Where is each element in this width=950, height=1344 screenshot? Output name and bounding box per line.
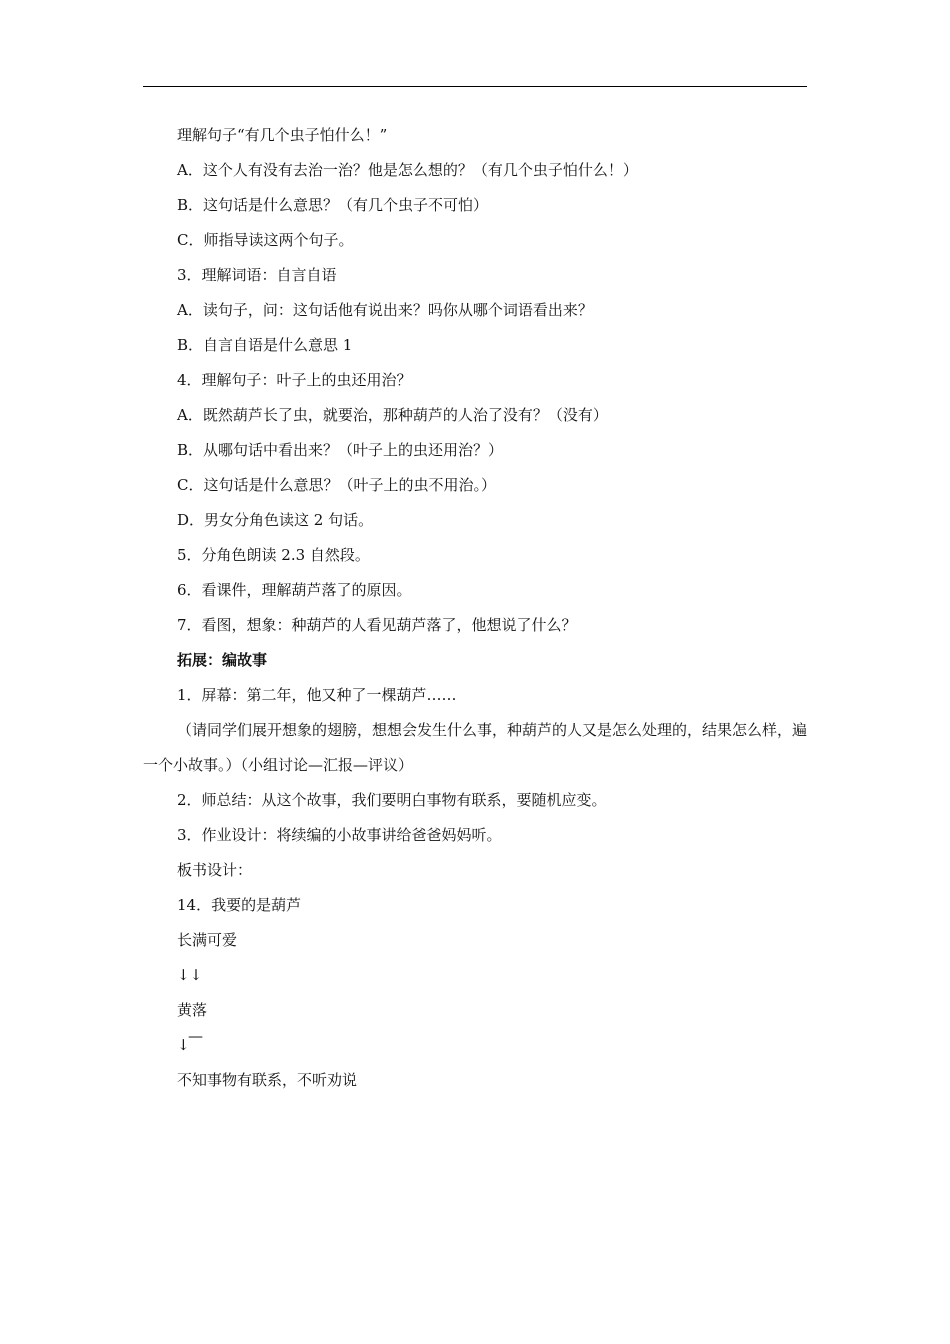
text-line: 黄落	[177, 1001, 208, 1019]
text-line: 6．看课件，理解葫芦落了的原因。	[177, 581, 412, 599]
text-paragraph: （请同学们展开想象的翅膀，想想会发生什么事，种葫芦的人又是怎么处理的，结果怎么样，遍一个小故事。）（小组讨论—汇报—评议）	[143, 721, 808, 774]
text-line: 2．师总结：从这个故事，我们要明白事物有联系，要随机应变。	[177, 791, 607, 809]
dash-mark: —	[188, 1027, 203, 1045]
arrow-line: ↓↓	[177, 966, 203, 984]
text-line: 7．看图，想象：种葫芦的人看见葫芦落了，他想说了什么？	[177, 616, 577, 634]
text-line: 14．我要的是葫芦	[177, 896, 302, 914]
text-line: C．这句话是什么意思？（叶子上的虫不用治。）	[177, 476, 496, 494]
text-line: A．这个人有没有去治一治？他是怎么想的？（有几个虫子怕什么！）	[177, 161, 638, 179]
text-line: 3．作业设计：将续编的小故事讲给爸爸妈妈听。	[177, 826, 502, 844]
text-line: B．自言自语是什么意思 1	[177, 336, 353, 354]
text-line: 理解句子“有几个虫子怕什么！”	[177, 126, 388, 144]
section-heading: 拓展：编故事	[177, 651, 268, 669]
text-line: 长满可爱	[177, 931, 238, 949]
text-line: A．既然葫芦长了虫，就要治，那种葫芦的人治了没有？（没有）	[177, 406, 608, 424]
text-line: 不知事物有联系，不听劝说	[177, 1071, 358, 1089]
text-line: B．从哪句话中看出来？（叶子上的虫还用治？）	[177, 441, 504, 459]
text-line: 1．屏幕：第二年，他又种了一棵葫芦……	[177, 686, 457, 704]
text-line: 5．分角色朗读 2.3 自然段。	[177, 546, 370, 564]
arrow-line	[143, 1028, 807, 1063]
text-line: 3．理解词语：自言自语	[177, 266, 337, 284]
down-arrow: ↓	[177, 1036, 190, 1054]
text-line: B．这句话是什么意思？（有几个虫子不可怕）	[177, 196, 489, 214]
text-line: 板书设计：	[177, 861, 253, 879]
header-rule	[143, 86, 807, 87]
text-line: C．师指导读这两个句子。	[177, 231, 354, 249]
text-line: A．读句子，问：这句话他有说出来？吗你从哪个词语看出来？	[177, 301, 593, 319]
text-line: D．男女分角色读这 2 句话。	[177, 511, 374, 529]
text-line: 4．理解句子：叶子上的虫还用治？	[177, 371, 412, 389]
document-body	[143, 118, 807, 1098]
